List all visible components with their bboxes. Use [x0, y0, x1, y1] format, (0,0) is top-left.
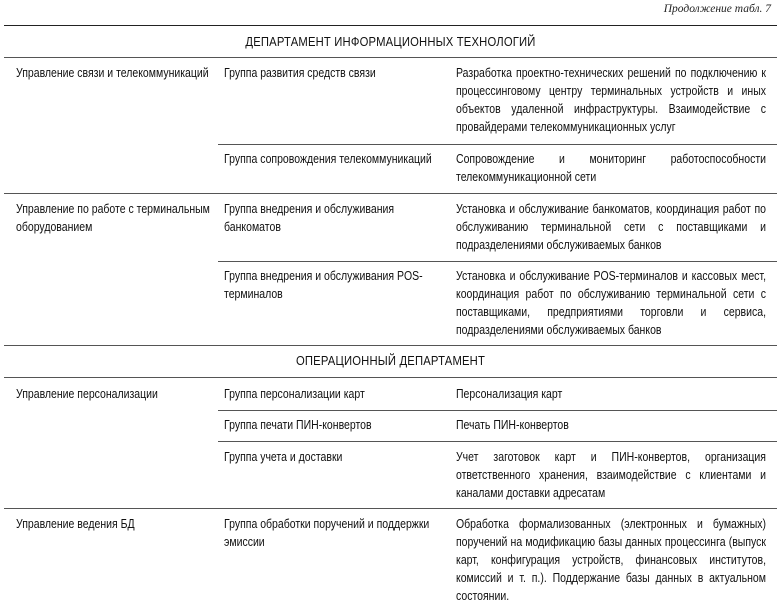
group-function: Обработка формализованных (электронных и бумажных) поручений на модификацию базы данных процессинга (выпуск карт, конфигурация устройств, финансовых институтов, комиссий и т. п.). Поддержание базы данных в актуальном состоянии.	[456, 517, 766, 603]
group-name: Группа печати ПИН-конвертов	[224, 418, 372, 432]
group-name: Группа внедрения и обслуживания POS-терминалов	[224, 269, 423, 301]
section-rule	[4, 57, 777, 58]
group-rule	[218, 410, 777, 411]
group-function: Разработка проектно-технических решений по подключению к процессинговому центру терминальных устройств и иных объектов удаленной инфраструктуры. Взаимодействие с провайдерами телекоммуникационных услуг	[456, 66, 766, 134]
table-continuation-caption: Продолжение табл. 7	[663, 3, 771, 15]
group-name: Группа сопровождения телекоммуникаций	[224, 152, 432, 166]
group-function: Персонализация карт	[456, 387, 563, 401]
group-rule	[218, 261, 777, 262]
group-name: Группа учета и доставки	[224, 450, 343, 464]
group-rule	[218, 441, 777, 442]
section-title-it-department: ДЕПАРТАМЕНТ ИНФОРМАЦИОННЫХ ТЕХНОЛОГИЙ	[245, 35, 536, 49]
group-function: Учет заготовок карт и ПИН-конвертов, организация ответственного хранения, взаимодействие с клиентами и каналами доставки адресатам	[456, 450, 766, 500]
department-name: Управление персонализации	[16, 387, 158, 401]
group-name: Группа персонализации карт	[224, 387, 365, 401]
group-function: Установка и обслуживание POS-терминалов и кассовых мест, координация работ по обслуживанию терминальной сети с поставщиками, предприятиями торговли и сервиса, подразделениями обслуживаемых банков	[456, 269, 766, 337]
section-title-operations-department: ОПЕРАЦИОННЫЙ ДЕПАРТАМЕНТ	[295, 354, 486, 368]
department-name: Управление связи и телекоммуникаций	[16, 66, 209, 80]
group-name: Группа развития средств связи	[224, 66, 376, 80]
department-name: Управление ведения БД	[16, 517, 135, 531]
group-function: Печать ПИН-конвертов	[456, 418, 569, 432]
group-name: Группа обработки поручений и поддержки эмиссии	[224, 517, 430, 549]
group-function: Установка и обслуживание банкоматов, координация работ по обслуживанию терминальной сети с поставщиками и подразделениями обслуживаемых банков	[456, 202, 766, 252]
department-rule	[4, 508, 777, 509]
group-name: Группа внедрения и обслуживания банкоматов	[224, 202, 395, 234]
section-rule	[4, 377, 777, 378]
group-function: Сопровождение и мониторинг работоспособности телекоммуникационной сети	[456, 152, 766, 184]
department-rule	[4, 193, 777, 194]
section-rule	[4, 345, 777, 346]
group-rule	[218, 144, 777, 145]
table-top-rule	[4, 25, 777, 26]
department-name: Управление по работе с терминальным оборудованием	[16, 202, 210, 234]
